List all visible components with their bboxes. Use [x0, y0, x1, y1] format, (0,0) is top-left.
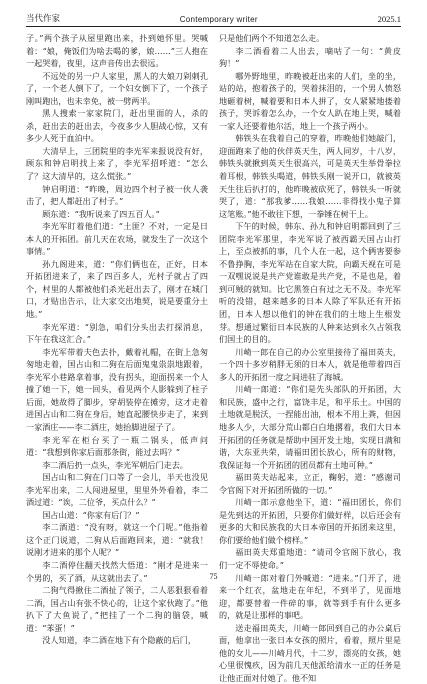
header-journal-name: 当代作家 — [26, 13, 61, 23]
paragraph: 川崎一郎道：“你们是先头部队的开拓团，大和民族，盛中之行，富饶丰足，和平乐土。中国的土地就是脱沃，一捏能出油，根本不用上粪，但因地多人少，大部分荒山都白白地撂着，我们大日本开拓团的任务就是帮助中国开发土地，实现日满和谐，大东亚共荣，请福田团长放心，所有的财物，我保证每一个开拓团的团员都有土地可种。” — [219, 384, 401, 470]
header-issue: 2025.1 — [377, 14, 401, 24]
paragraph: 川崎一郎示意他坐下，道：“福田团长，你们是先到达的开拓团，只要你们做好样，以后还会有更多的大和民族我的大日本帝国的开拓团来这里，你们要给他们做个榜样。” — [219, 497, 401, 545]
paragraph: 孙九阁进来，道：“你们俩也在，正好，日本开拓团进来了，来了四百多人，光村子就占了四个，村里的人都被他们杀光赶出去了，刚才在城门口，才贴出告示，让大家交出地契，说是要重分土地。” — [26, 258, 208, 320]
paragraph: 大清早上，三团院里的李光军来报说没有好，顾东和钟启明找上来了，李光军招呼道：“怎么了？这大清早的，这么慌张。” — [26, 145, 208, 182]
paragraph: 哪外野地里，昨晚被赶出来的人们，坐的坐，站的站，抱着孩子的，哭着抹泪的，一个男人愤怒地砸着树，喊着要和日本人拼了，女人紧紧地搂着孩子，哭诉着怎么办，一个女人趴在地上哭，喊着一家人还要着他尔活，地上一个孩子两小。 — [219, 70, 401, 131]
paragraph: 李光军盯着他们道：“土匪？不对，一定是日本人的开拓团。前几天在农场，就发生了一次这个事情。” — [26, 221, 208, 257]
left-column — [26, 32, 208, 646]
paragraph: 只是他们两个不知道怎么走。 — [219, 33, 325, 43]
paragraph: 川崎一郎对着门外喊道：“进来。”门开了，进来一个红衣，盆地走在年纪，不到半了，见面地迎，都要替着一件碎的事，就等到手有什么更多的，就是让那样的事吧。 — [219, 572, 401, 621]
header-rule — [26, 26, 401, 27]
paragraph: 李光军道：“别急，咱们分头出去打探消息，下午在我这汇合。” — [26, 321, 208, 345]
paragraph: 钟启明道：“昨晚，周边四个村子被一伙人袭击了，把人都赶出了村子。” — [26, 183, 208, 207]
header-journal-english: Contemporary writer — [179, 15, 258, 24]
paragraph: 送走福田英夫，川崎一郎回到自己的办公桌后面，他拿出一张日本女孩的照片，看着，照片里是他的女儿——川崎月代，十二岁，漂亮的女孩，她心里很愧疚，因为前几天他派给清水一正的任务是让他正面对付她了。他不知 — [219, 622, 401, 683]
paragraph: 李二酒后扔一点头，李光军朝后门走去。 — [42, 459, 188, 470]
paragraph: 李光军在柜台买了一瓶二锅头，低声问道：“我想到你家后面那条街，能过去吗？” — [26, 434, 208, 458]
paragraph: 李二酒看着二人出去，嘀咕了一句：“黄皮狗！” — [219, 45, 401, 69]
paragraph: 福田英夫站起来，立正，鞠躬，道：“感谢司令官阁下对开拓团所做的一切。” — [219, 472, 401, 495]
paragraph: 川崎一郎在自己的办公室里接待了福田英夫，一个四十多岁稍胖无须的日本人，就是他带着四百多人的开拓团一度之间进驻了海城。 — [219, 346, 401, 382]
paragraph: 福田英夫郑重地道：“请司令官阁下放心，我们一定不辱使命。” — [219, 547, 401, 570]
paragraph: 李光军带着夫色去扑，戴着礼帽，在街上急匆匆地走着，国占山和二狗在后面鬼鬼祟祟地跟着，李光军小巷路拿着事，没有拐头，迎面拐来一个人撞了她一下，她一回头，看见两个人影躲到了柱子后面，她故得了脚步，穿胡装停在摊旁，这才走着进国占山和二狗在身后，她直起腰快步走了，来到一家酒庄——李二酒庄，她抬脚进屋子了。 — [26, 346, 208, 432]
paragraph: 韩铁头在我着自己的穿着，昨晚他们她敲门，迎面跑来了他的伙伴英天生，两人同岁，十八岁，韩铁头就揪到英天生很高兴，可是英天生举骨拳拉着耳根，韩铁头喝道，韩铁头刚一说开口，就被英天生往后扒打的，他昨晚被砍死了，韩铁头一听就哭了，道：“那我爹……我娘……非得找小鬼子算这笔账。”他不敢往下想，一拳锤在树干上。 — [219, 133, 401, 219]
paragraph: 不远处的另一户人家里，黑人的大娘刀剁刺孔了，一个老人倒下了，一个妇女倒下了，一个孩子刚叫跑出，也未幸免，被一劈两半。 — [26, 70, 208, 106]
paragraph: 国占山和二狗在门口等了一会儿，半天也没见李光军出来，二人闯进屋里，里里外外看着，李二酒过道：“诶，二位爷，买点什么？” — [26, 472, 208, 508]
paragraph: 李二酒道：“没有呀，就这一个门呢。”他指着这个正门说道，二狗从后面跑回来，道：“就我！说刚才进来的那个人呢？” — [26, 522, 208, 558]
paragraph: 二狗气得揪住二酒扯了领子，二人恶狠狠看着二酒，国占山有张不快心的，让这个家伙跑了。”他扒下了大鱼说了，”把挂了一个二狗的脑袋，喊道：“苯蛋！” — [26, 585, 208, 633]
right-column — [219, 32, 401, 683]
paragraph: 子。”两个孩子从屋里跑出来，扑到她怀里。哭喊着：“娘，俺饭们为啥去喝的爹，娘……”三人抱在一起哭着，夜里，这声音传出去很远。 — [26, 33, 208, 69]
paragraph: 下午的时候，韩东、孙九和钟启明都回到了三团院李光军那里，李光军说了被西霸天国占山打上，至点被抓的事，几个人在一起，这个俩害要参不鲁挣胸，李光军站在自家大院，向霸天视在可是一双嘿说说是共产党谁敢是共产党，不是也是，着到可贼的就知。比它黑签白有过之无不及。李光军听的没错，越来越多的日本人除了军队还有开拓团，日本人想以他们的钟在我们的土地上生根发芽。想通过繁衍日本民族的人种来达到永久占领我们国土的目的。 — [219, 221, 401, 345]
paragraph: 国占山道：“你家有后门？” — [42, 509, 140, 520]
paragraph: 没人知道，李二酒在地下有个隐蔽的后门， — [42, 635, 196, 646]
running-header — [26, 8, 401, 24]
paragraph: 顾东道：“我听说来了四五百人。” — [42, 208, 160, 219]
page-number: 75 — [209, 572, 218, 581]
paragraph: 黑人搜索一家家院门，赶出里面的人，杀的杀，赶出去的赶出去，今夜多少人胆战心惊，又有多少人死于血泊中。 — [26, 108, 208, 144]
paragraph: 李二酒停住翻天找然大悟道：“刚才是进来一个男的，买了酒，从这就出去了。” — [26, 559, 208, 583]
